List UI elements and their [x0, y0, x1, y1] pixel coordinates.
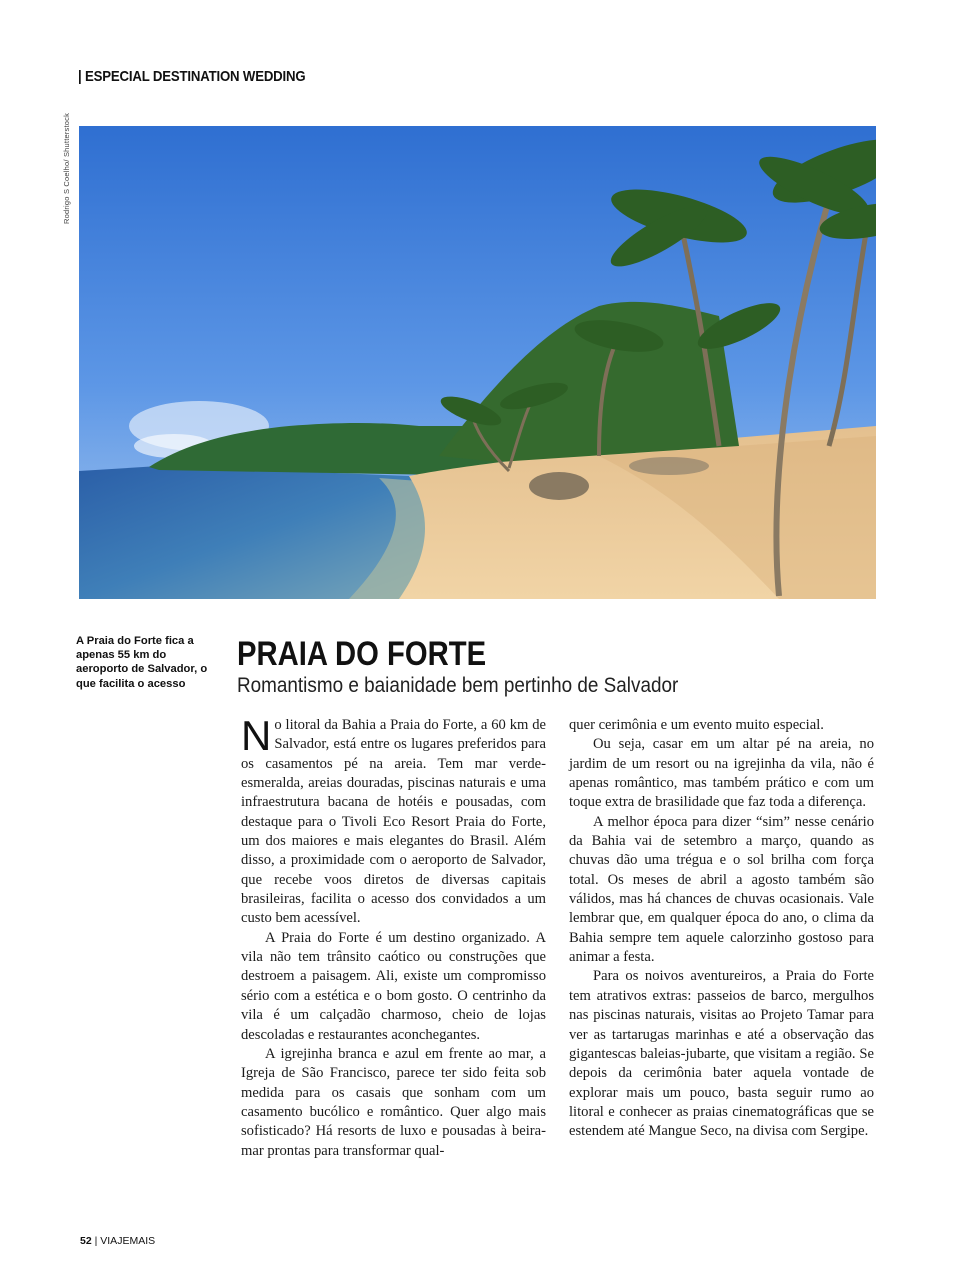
drop-cap: N	[241, 712, 272, 759]
article-paragraph: A igrejinha branca e azul em frente ao mar, a Igreja de São Francisco, parece ter sido feita sob medida para os casais que sonham com um casamento bucólico e romântico. Quer algo mais sofisticado? Há resorts de luxo e pousadas à beira-mar prontas para transformar qual-	[241, 1045, 546, 1159]
article-paragraph: quer cerimônia e um evento muito especial.	[569, 717, 824, 733]
article-paragraph: Para os noivos aventureiros, a Praia do Forte tem atrativos extras: passeios de barco, mergulhos nas piscinas naturais, visitas ao Projeto Tamar para ver as tartarugas marinhas e até a observação das gigantescas baleias-jubarte, que visitam a região. Se depois da cerimônia bater aquela vontade de explorar mais um pouco, basta seguir rumo ao litoral e conhecer as praias cinematográficas que se estendem até Mangue Seco, na divisa com Sergipe.	[569, 968, 874, 1140]
photo-caption: A Praia do Forte fica a apenas 55 km do aeroporto de Salvador, o que facilita o acesso	[76, 635, 208, 690]
article-paragraph: Ou seja, casar em um altar pé na areia, no jardim de um resort ou na igrejinha da vila, não é apenas romântico, mas também prático e com um toque extra de brasilidade que faz toda a diferença.	[569, 736, 874, 811]
beach-palm-illustration	[79, 126, 876, 599]
article-paragraph	[241, 712, 546, 929]
article-column-left	[241, 712, 546, 1161]
hero-photo	[79, 126, 876, 599]
page-footer	[80, 1235, 155, 1247]
magazine-name: VIAJEMAIS	[100, 1235, 156, 1247]
article-subtitle: Romantismo e baianidade bem pertinho de Salvador	[237, 674, 679, 697]
article-paragraph: A Praia do Forte é um destino organizado. A vila não tem trânsito caótico ou construções que destroem a paisagem. Ali, existe um compromisso sério com a estética e o bom gosto. O centrinho da vila é um calçadão charmoso, cheio de lojas descoladas e restaurantes aconchegantes.	[241, 929, 546, 1043]
footer-separator: |	[94, 1235, 98, 1247]
article-title: PRAIA DO FORTE	[237, 635, 487, 673]
article-column-right	[569, 716, 874, 1142]
paragraph-text: o litoral da Bahia a Praia do Forte, a 60 km de Salvador, está entre os lugares preferidos para os casamentos pé na areia. Tem mar verde-esmeralda, areias douradas, piscinas naturais e uma infraestrutura bacana de hotéis e pousadas, com destaque para o Tivoli Eco Resort Praia do Forte, um dos maiores e mais elegantes do Brasil. Além disso, a proximidade com o aeroporto de Salvador, que recebe voos diretos de diversas capitais brasileiras, facilita o acesso dos convidados a um custo bem acessível.	[241, 717, 546, 927]
section-header: | ESPECIAL DESTINATION WEDDING	[78, 68, 306, 85]
photo-credit: Rodrigo S Coelho/ Shutterstock	[62, 112, 71, 224]
page-number: 52	[80, 1235, 92, 1247]
article-paragraph: A melhor época para dizer “sim” nesse cenário da Bahia vai de setembro a março, quando as chuvas dão uma trégua e o sol brilha com força total. Os meses de abril a agosto também são válidos, mas há chances de chuvas ocasionais. Vale lembrar que, em qualquer época do ano, o clima da Bahia sempre tem aquele calorzinho gostoso para animar a festa.	[569, 813, 874, 966]
